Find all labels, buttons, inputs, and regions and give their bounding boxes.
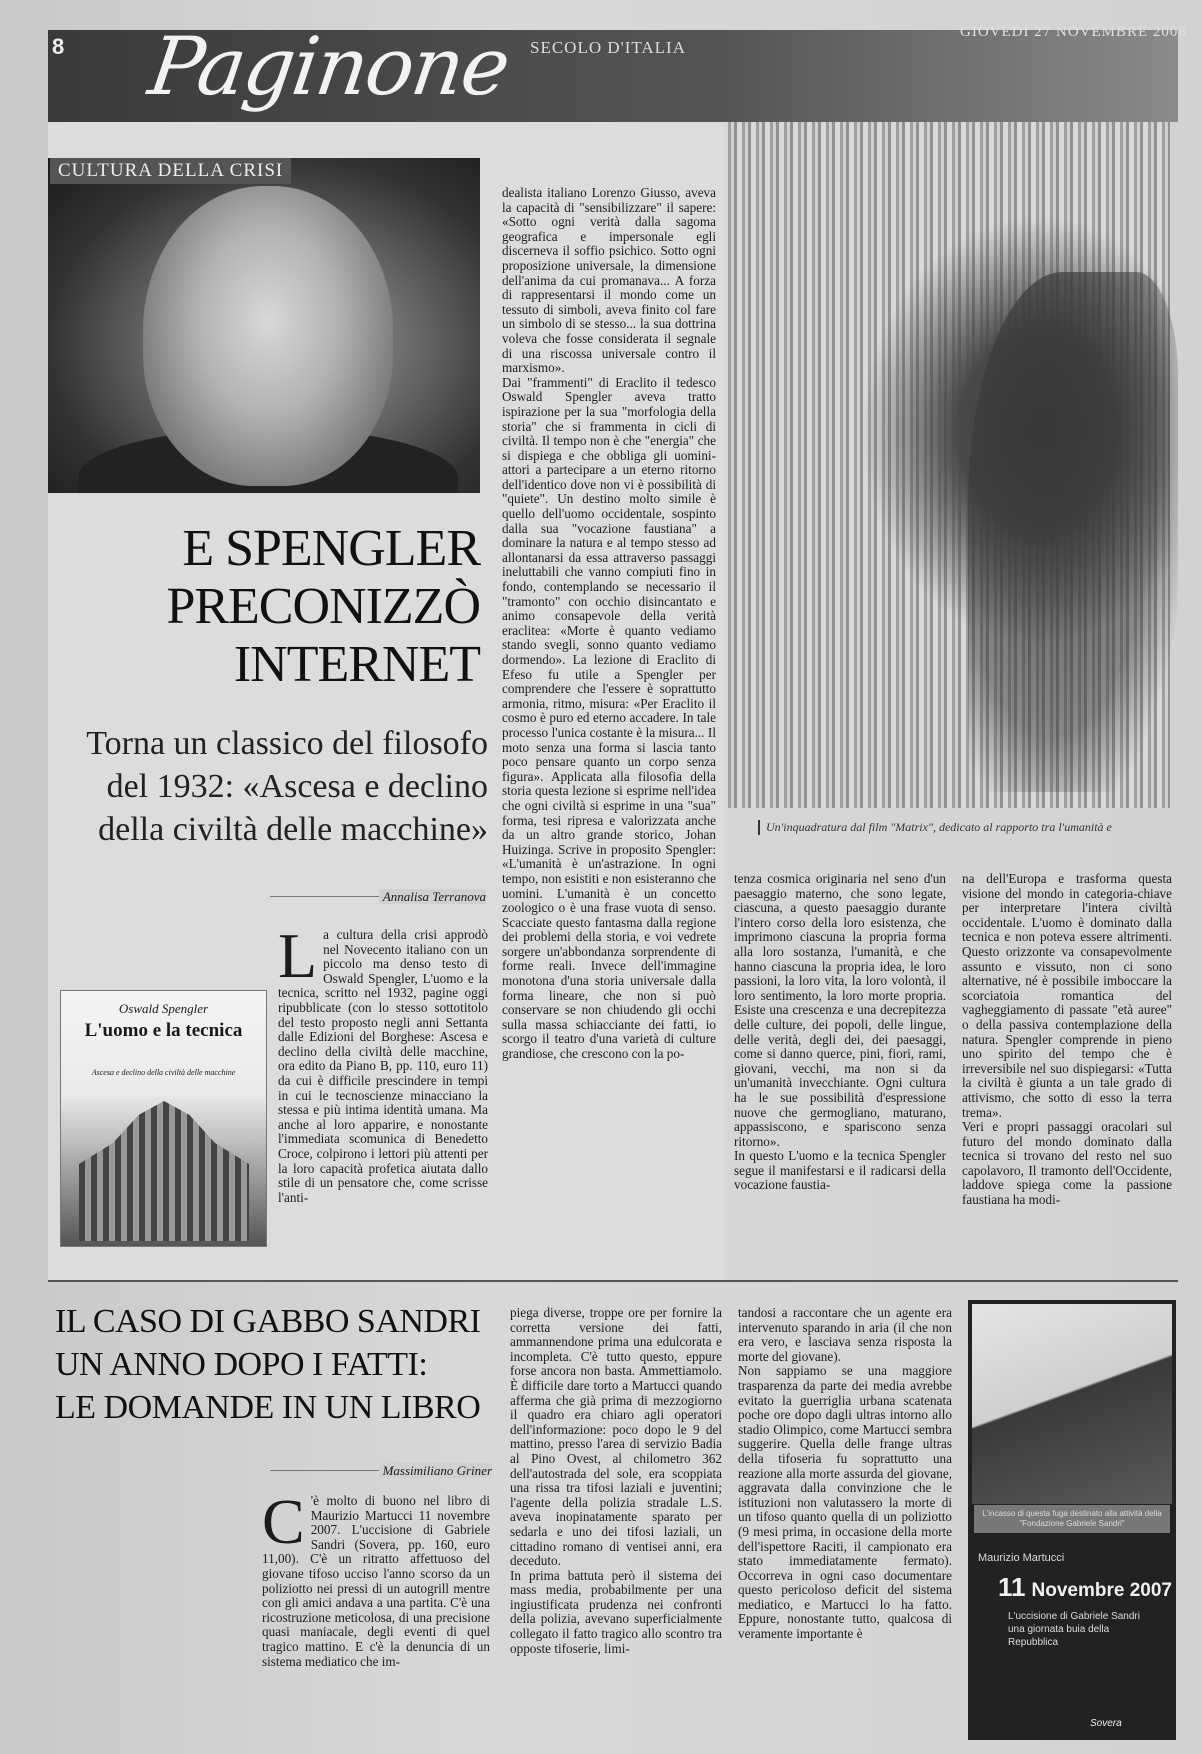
book-building-image: [79, 1101, 249, 1241]
dropcap: L: [278, 928, 318, 991]
article2-column-2: piega diverse, troppe ore per fornire la corretta versione dei fatti, ammannendone prima una edulcorata e incompleta. C'è tutto questo, eppure forse ancora non basta. Ammettiamolo. È difficile dare torto a Martucci quando afferma che già prima di mezzogiorno il quadro era chiaro agli operatori dell'informazione: poco dopo le 9 del mattino, presso l'area di servizio Badia al Pino Ovest, al chilometro 362 dell'autostrada del sole, era scoppiata una rissa tra tifosi laziali e juventini; l'agente della polizia stradale L.S. aveva inopinatamente sparato per sedarla e uno dei tifosi laziali, un cittadino romano di ventisei anni, era deceduto. In prima battuta però il sistema dei mass media, probabilmente per una ingiustificata prudenza nei confronti della polizia, avevano superficialmente collegato il fatto tragico allo scontro tra opposte tifoserie, limi-: [510, 1306, 722, 1656]
article-column-1: [278, 928, 488, 1258]
headline-line: E SPENGLER: [182, 520, 480, 577]
article-column-4: na dell'Europa e trasforma questa visione del mondo in categoria-chiave per interpretare l'intera civiltà occidentale. L'uomo è dominato dalla tecnica e non poteva essere altrimenti. Questo orizzonte va consapevolmente assunto e vissuto, non ci sono alternative, né è possibile imboccare la scorciatoia romantica del vagheggiamento di passate "età auree" o della passiva contemplazione della natura. Spengler comprende in pieno uno spirito del tempo che è irreversibile nel suo dispiegarsi: «Tutta la civiltà è giunta a un tale grado di attivismo, che sotto di esso la terra trema». Veri e propri passaggi oracolari sul futuro del mondo dominato dalla tecnica si trovano del resto nel suo capolavoro, Il tramonto dell'Occidente, laddove spiega come la passione faustiana ha modi-: [962, 872, 1172, 1208]
article-column-3: tenza cosmica originaria nel seno d'un paesaggio materno, che sono legate, ciascuna, a questo paesaggio durante l'intero corso della loro esistenza, che imprimono ciascuna la propria forma alla loro sostanza, l'umanità, e che hanno ciascuna la propria idea, le loro passioni, la loro vita, la loro volontà, il loro sentimento, la loro morte propria. Esiste una crescenza e una decrepitezza delle culture, dei popoli, delle lingue, delle verità, degli dei, dei paesaggi, come si danno querce, pini, fiori, rami, giovani, vecchi, ma non si da un'umanità invecchiante. Ogni cultura ha le sue possibilità d'espressione nuove che germogliano, maturano, appassiscono, e spariscono senza ritorno». In questo L'uomo e la tecnica Spengler segue il manifestarsi e il radicarsi della vocazione faustia-: [734, 872, 946, 1193]
column-text: 'è molto di buono nel libro di Maurizio Martucci 11 novembre 2007. L'uccisione di Gabriele Sandri (Sovera, pp. 160, euro 11,00). C'è un ritratto affettuoso del giovane tifoso ucciso l'anno scorso da un poliziotto nei pressi di un autogrill mentre con gli amici andava a una partita. C'è una ricostruzione meticolosa, di una precisione quasi maniacale, degli eventi di quel tragico mattino. E c'è la denuncia di un sistema mediatico che im-: [262, 1494, 490, 1669]
article-headline: [48, 520, 480, 694]
masthead: SECOLO D'ITALIA: [530, 38, 686, 57]
headline-line: UN ANNO DOPO I FATTI:: [55, 1346, 428, 1383]
section-divider: [48, 1280, 1178, 1282]
headline-line: LE DOMANDE IN UN LIBRO: [55, 1389, 481, 1426]
advert-day: 11: [998, 1572, 1026, 1602]
headline-line: IL CASO DI GABBO SANDRI: [55, 1303, 481, 1340]
headline-line: INTERNET: [233, 636, 480, 693]
book-cover: [60, 990, 267, 1247]
article2-headline: [55, 1300, 495, 1429]
byline-text: Massimiliano Griner: [379, 1463, 492, 1478]
portrait-face: [143, 186, 393, 486]
column-text: a cultura della crisi approdò nel Novecento italiano con un piccolo ma denso testo di Oswald Spengler, L'uomo e la tecnica, scritto nel 1932, pagine oggi ripubblicate (con lo stesso sottotitolo del testo proposto negli anni Settanta dalle Edizioni del Borghese: Ascesa e declino della civiltà delle macchine, ora edito da Piano B, pp. 110, euro 11) da cui è difficile prescindere in tempi in cui le tecnoscienze minacciano la stessa e più intima identità umana. Ma anche al loro apparire, e nonostante l'immediata scomunica di Benedetto Croce, colpirono i lettori più attenti per la loro capacità profetica aiutata dallo stile di un pensatore che, come scrisse l'anti-: [278, 928, 488, 1205]
portrait-photo: [48, 158, 480, 493]
book-title: L'uomo e la tecnica: [84, 1020, 243, 1041]
advert-title: [998, 1572, 1172, 1603]
advert-note: L'incasso di questa fuga destinato alla attività della "Fondazione Gabriele Sandri": [974, 1505, 1170, 1533]
photo-caption: Un'inquadratura dal film "Matrix", dedicato al rapporto tra l'umanità e: [758, 820, 1202, 835]
article-standfirst: Torna un classico del filosofo del 1932: «Ascesa e declino della civiltà delle macchine»: [86, 725, 488, 848]
silhouette-figure: [968, 272, 1178, 792]
book-advert: [968, 1300, 1176, 1740]
article-column-2: dealista italiano Lorenzo Giusso, aveva la capacità di "sensibilizzare" il sapere: «Sotto ogni verità dalla sagoma geografica e impersonale egli discerneva il soffio psichico. Sotto ogni proposizione universale, la dimensione dell'anima da cui promanava... A forza di rappresentarsi il mondo come un tessuto di simboli, aveva finito col fare un simbolo di se stesso... la sua dottrina voleva che fosse considerata il segnale di una riscossa universale contro il marxismo». Dai "frammenti" di Eraclito il tedesco Oswald Spengler aveva tratto ispirazione per la sua "morfologia della storia" che si frammenta in cicli di civiltà. Il tempo non è che "energia" che si dispiega e che obbliga gli uomini-attori a partecipare a un eterno ritorno dell'identico dove non vi è possibilità di "quiete". Un destino molto simile è quello dell'uomo occidentale, sospinto dalla sua "vocazione faustiana" a dominare la natura e al tempo stesso ad allontanarsi da essa attraverso passaggi ineluttabili che vanno compiuti fino in fondo, contemplando se necessario il "tramonto" con occhio disincantato e animo consapevole della verità eraclitea: «Morte è quanto vediamo stando svegli, sonno quanto vediamo dormendo». La lezione di Eraclito di Efeso fu utile a Spengler per comprendere che l'essere è soprattutto armonia, ritmo, misura: «Per Eraclito il cosmo è puro ed eterno accadere. In tale processo l'unica costante è la misura... Il moto senza una forma si lascia tanto poco pensare quanto un corpo senza figura». Applicata alla filosofia della storia questa lezione si esprime nell'idea che ogni civiltà si esprime in una "sua" forma, tesi ripresa e valorizzata anche da un altro grande storico, Johan Huizinga. Scrive in proposito Spengler: «L'umanità è un'astrazione. In ogni tempo, non esistiti e non esisteranno che uomini. L'umanità è un concetto zoologico o è una frase vuota di senso. Scacciate questo fantasma dalla regione dei problemi della storia, e voi vedrete sorgere un'abbondanza sorprendente di forme reali. Invece dell'immagine monotona d'una storia universale dalla forma lineare, che non si può conservare se non chiudendo gli occhi sulla massa schiacciante dei fatti, io scorgo il teatro d'una varietà di culture grandiose, che crescono con la po-: [502, 186, 716, 1062]
article2-column-3: tandosi a raccontare che un agente era intervenuto sparando in aria (il che non era vero, e lasciava senza risposta la morte del giovane). Non sappiamo se una maggiore trasparenza da parte dei media avrebbe evitato la guerriglia urbana scatenata poche ore dopo dagli ultras intorno allo stadio Olimpico, come Martucci sembra suggerire. Quella delle frange ultras della tifoseria fu soprattutto una reazione alla morte assurda del giovane, aggravata dalla convinzione che le istituzioni non valutassero la morte di un tifoso quanto quella di un poliziotto (9 mesi prima, in occasione della morte dell'ispettore Raciti, il campionato era stato immediatamente fermato). Occorreva in ogni caso documentare questo pericoloso deficit del sistema mediatico, e Martucci lo ha fatto. Eppure, nonostante tutto, qualcosa di veramente importante è: [738, 1306, 952, 1642]
book-author: Oswald Spengler: [118, 1001, 209, 1016]
page-number: 8: [52, 34, 65, 59]
byline-text: Annalisa Terranova: [379, 889, 486, 904]
section-title: Paginone: [143, 20, 514, 113]
book-subtitle: Ascesa e declino della civiltà delle macchine: [91, 1068, 236, 1077]
article2-byline: [270, 1463, 492, 1487]
advert-author: Maurizio Martucci: [978, 1552, 1065, 1564]
advert-publisher: Sovera: [1090, 1718, 1122, 1729]
matrix-film-still: [728, 122, 1170, 808]
dropcap: C: [262, 1494, 305, 1557]
article2-column-1: [262, 1494, 490, 1744]
article-byline: [270, 889, 486, 913]
dateline: GIOVEDÌ 27 NOVEMBRE 2008: [960, 24, 1187, 40]
headline-line: PRECONIZZÒ: [166, 578, 480, 635]
advert-illustration: [972, 1304, 1172, 1504]
advert-month-year: Novembre 2007: [1031, 1580, 1172, 1601]
article-kicker: CULTURA DELLA CRISI: [50, 158, 291, 184]
advert-subtitle: L'uccisione di Gabriele Sandri una giornata buia della Repubblica: [1008, 1611, 1140, 1648]
